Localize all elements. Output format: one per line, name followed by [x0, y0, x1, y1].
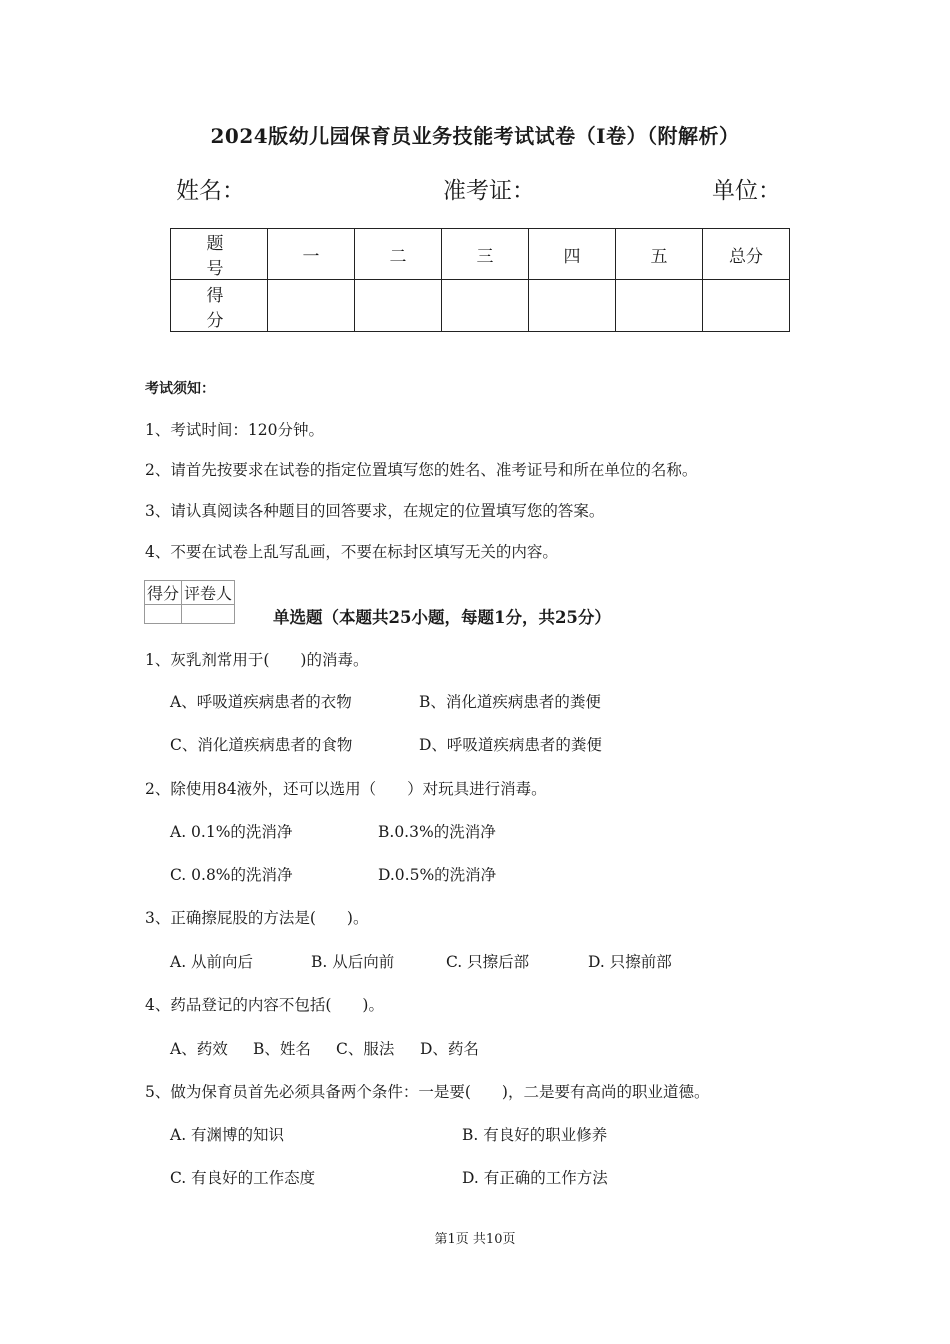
- section-5-header: 五: [616, 229, 703, 280]
- page-footer: 第1页 共10页: [434, 1232, 516, 1247]
- question-4-stem: 4、药品登记的内容不包括( )。: [145, 996, 384, 1014]
- score-table-header-row: [171, 229, 790, 280]
- question-4-option-d[interactable]: D、药名: [420, 1040, 479, 1058]
- total-score-cell[interactable]: [703, 280, 790, 332]
- grader-reviewer-cell[interactable]: [182, 605, 235, 624]
- question-5-option-c[interactable]: C. 有良好的工作态度: [170, 1169, 316, 1187]
- unit-field-label: 单位：: [712, 178, 781, 204]
- grader-score-cell[interactable]: [145, 605, 182, 624]
- section-1-score-cell[interactable]: [268, 280, 355, 332]
- section-3-score-cell[interactable]: [442, 280, 529, 332]
- section-2-score-cell[interactable]: [355, 280, 442, 332]
- question-5-option-a[interactable]: A. 有渊博的知识: [170, 1126, 285, 1144]
- question-3-option-d[interactable]: D. 只擦前部: [588, 953, 672, 971]
- total-header: 总分: [703, 229, 790, 280]
- question-5-option-d[interactable]: D. 有正确的工作方法: [462, 1169, 608, 1187]
- question-2-option-a[interactable]: A. 0.1%的洗消净: [170, 823, 293, 841]
- question-1-option-d[interactable]: D、呼吸道疾病患者的粪便: [419, 736, 602, 754]
- question-number-label: 题 号: [171, 229, 268, 280]
- section-2-header: 二: [355, 229, 442, 280]
- question-3-stem: 3、正确擦屁股的方法是( )。: [145, 909, 369, 927]
- question-2-option-c[interactable]: C. 0.8%的洗消净: [170, 866, 293, 884]
- exam-note-item: 4、不要在试卷上乱写乱画，不要在标封区填写无关的内容。: [145, 543, 558, 561]
- question-3-option-b[interactable]: B. 从后向前: [311, 953, 395, 971]
- name-field-label: 姓名：: [176, 178, 245, 204]
- section-4-header: 四: [529, 229, 616, 280]
- grader-reviewer-label: 评卷人: [182, 581, 235, 605]
- section-3-header: 三: [442, 229, 529, 280]
- question-3-option-a[interactable]: A. 从前向后: [170, 953, 254, 971]
- exam-note-item: 3、请认真阅读各种题目的回答要求，在规定的位置填写您的答案。: [145, 502, 605, 520]
- exam-note-item: 2、请首先按要求在试卷的指定位置填写您的姓名、准考证号和所在单位的名称。: [145, 461, 698, 479]
- score-table: [170, 228, 790, 332]
- exam-notes-heading: 考试须知：: [145, 381, 215, 397]
- question-3-option-c[interactable]: C. 只擦后部: [446, 953, 530, 971]
- question-4-option-b[interactable]: B、姓名: [253, 1040, 311, 1058]
- question-4-option-a[interactable]: A、药效: [170, 1040, 228, 1058]
- question-1-stem: 1、灰乳剂常用于( )的消毒。: [145, 651, 369, 669]
- page-title: 2024版幼儿园保育员业务技能考试试卷（I卷）（附解析）: [210, 124, 740, 148]
- section-title: 单选题（本题共25小题，每题1分，共25分）: [273, 608, 611, 627]
- exam-number-field-label: 准考证：: [443, 178, 535, 204]
- grader-score-label: 得分: [145, 581, 182, 605]
- section-1-header: 一: [268, 229, 355, 280]
- question-2-option-b[interactable]: B.0.3%的洗消净: [378, 823, 496, 841]
- question-2-stem: 2、除使用84液外，还可以选用（ ）对玩具进行消毒。: [145, 780, 547, 798]
- question-5-option-b[interactable]: B. 有良好的职业修养: [462, 1126, 608, 1144]
- question-1-option-c[interactable]: C、消化道疾病患者的食物: [170, 736, 353, 754]
- section-5-score-cell[interactable]: [616, 280, 703, 332]
- question-4-option-c[interactable]: C、服法: [336, 1040, 395, 1058]
- score-label: 得 分: [171, 280, 268, 332]
- question-1-option-a[interactable]: A、呼吸道疾病患者的衣物: [170, 693, 352, 711]
- grader-box: [144, 580, 235, 624]
- question-1-option-b[interactable]: B、消化道疾病患者的粪便: [419, 693, 601, 711]
- question-2-option-d[interactable]: D.0.5%的洗消净: [378, 866, 497, 884]
- question-5-stem: 5、做为保育员首先必须具备两个条件：一是要( )，二是要有高尚的职业道德。: [145, 1083, 710, 1101]
- score-table-score-row: [171, 280, 790, 332]
- exam-note-item: 1、考试时间：120分钟。: [145, 421, 324, 439]
- section-4-score-cell[interactable]: [529, 280, 616, 332]
